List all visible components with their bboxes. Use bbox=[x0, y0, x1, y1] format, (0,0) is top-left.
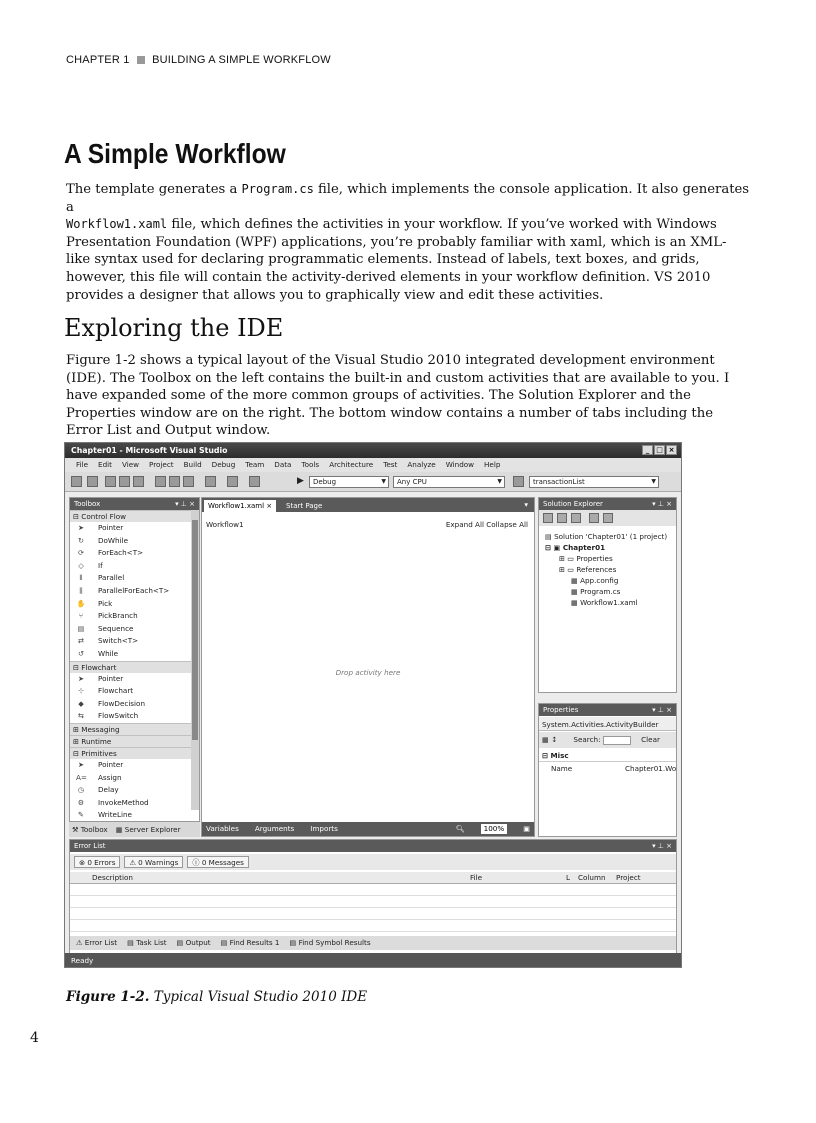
references-node[interactable]: ⊞ ▭ References bbox=[559, 565, 617, 574]
toolbox-item-label: PickBranch bbox=[98, 611, 138, 621]
toolbox-group[interactable]: ⊟ Primitives bbox=[70, 747, 199, 759]
toolbox-item[interactable] bbox=[70, 797, 199, 810]
activity-icon: ⟳ bbox=[77, 548, 85, 558]
find-combo[interactable]: transactionList ▼ bbox=[529, 476, 659, 488]
minimize-icon[interactable]: _ bbox=[642, 445, 653, 455]
activity-icon: ➤ bbox=[77, 673, 85, 683]
properties-header: Properties ▾ ⊥ × bbox=[539, 704, 676, 716]
search-input[interactable] bbox=[603, 736, 631, 745]
toolbox-item-label: FlowSwitch bbox=[98, 711, 139, 721]
activity-icon: ➤ bbox=[77, 759, 85, 769]
menu-item[interactable]: Test bbox=[383, 460, 398, 469]
col-column[interactable]: Column bbox=[578, 873, 606, 882]
paragraph-ide: Figure 1-2 shows a typical layout of the Visual Studio 2010 integrated development environment (IDE). The Toolbox on the left contains the built-in and custom activities that are available to you. I have expanded some of the more common groups of activities. The Solution Explorer and the Properties window are on the right. The bottom window contains a number of tabs including the Error List and Output window. bbox=[66, 353, 730, 439]
error-list-columns bbox=[70, 872, 676, 884]
menu-item[interactable]: Window bbox=[445, 460, 475, 469]
menu-item[interactable]: Data bbox=[274, 460, 292, 469]
toolbox-item-label: Delay bbox=[98, 785, 119, 795]
toolbox-header: Toolbox ▾ ⊥ × bbox=[70, 498, 199, 510]
toolbox-item-label: Parallel bbox=[98, 573, 125, 583]
toolbox-scrollbar[interactable] bbox=[191, 510, 199, 810]
name-property-label: Name bbox=[551, 764, 573, 773]
toolbox-item-label: Pointer bbox=[98, 523, 124, 532]
show-all-files-icon[interactable] bbox=[557, 513, 567, 523]
close-icon[interactable]: × bbox=[666, 445, 677, 455]
toolbox-group[interactable]: ⊞ Runtime bbox=[70, 735, 199, 747]
find-icon[interactable] bbox=[513, 476, 524, 487]
figure-caption bbox=[66, 989, 367, 1005]
activity-icon: ✋ bbox=[76, 598, 86, 608]
toolbox-item[interactable] bbox=[70, 673, 199, 686]
activity-icon: ✎ bbox=[77, 810, 85, 820]
tab-find-symbol-results[interactable]: ▤ Find Symbol Results bbox=[289, 938, 371, 947]
bottom-tabs bbox=[70, 936, 676, 950]
workflow-designer bbox=[201, 497, 535, 837]
menu-item[interactable]: File bbox=[76, 460, 89, 469]
refresh-icon[interactable] bbox=[571, 513, 581, 523]
section-title: A Simple Workflow bbox=[64, 138, 286, 169]
toolbox-item-label: Pointer bbox=[98, 759, 124, 769]
toolbox-group[interactable]: ⊞ Messaging bbox=[70, 723, 199, 735]
errors-filter[interactable]: ⊗ 0 Errors bbox=[74, 856, 120, 868]
toolbox-item[interactable] bbox=[70, 535, 199, 548]
expand-all-link[interactable]: Expand All bbox=[445, 520, 484, 529]
open-icon[interactable] bbox=[105, 476, 116, 487]
solution-explorer bbox=[538, 497, 677, 693]
paste-icon[interactable] bbox=[183, 476, 194, 487]
activity-icon: ⚙ bbox=[77, 797, 85, 807]
tab-error-list[interactable]: ⚠ Error List bbox=[76, 938, 118, 947]
section-label: BUILDING A SIMPLE WORKFLOW bbox=[152, 54, 331, 66]
activity-icon: ◷ bbox=[77, 785, 85, 795]
tab-output[interactable]: ▤ Output bbox=[176, 938, 211, 947]
properties-icon[interactable] bbox=[543, 513, 553, 523]
activity-icon: ⫼ bbox=[79, 585, 83, 595]
window-titlebar bbox=[65, 443, 681, 458]
activity-icon: ⑂ bbox=[78, 611, 84, 621]
properties-node[interactable]: ⊞ ▭ Properties bbox=[559, 554, 613, 563]
activity-icon: A= bbox=[76, 772, 87, 782]
toolbox-list bbox=[70, 510, 199, 822]
toolbox-item[interactable] bbox=[70, 759, 199, 772]
platform-select[interactable]: Any CPU ▼ bbox=[393, 476, 505, 488]
activity-icon: ⇄ bbox=[77, 636, 85, 646]
tab-find-results[interactable]: ▤ Find Results 1 bbox=[220, 938, 280, 947]
warnings-filter[interactable]: ⚠ 0 Warnings bbox=[124, 856, 183, 868]
toolbox-item-label: ForEach<T> bbox=[98, 548, 144, 558]
menu-item[interactable]: Team bbox=[245, 460, 265, 469]
zoom-icon[interactable]: 🔍︎ bbox=[455, 824, 465, 833]
subsection-title: Exploring the IDE bbox=[64, 314, 284, 342]
drop-activity-hint[interactable]: Drop activity here bbox=[335, 668, 401, 677]
toolbox-item[interactable] bbox=[70, 560, 199, 573]
toolbox-item[interactable] bbox=[70, 623, 199, 636]
tab-task-list[interactable]: ▤ Task List bbox=[127, 938, 167, 947]
toolbox-item-label: ParallelForEach<T> bbox=[98, 585, 170, 595]
view-code-icon[interactable] bbox=[589, 513, 599, 523]
config-select[interactable]: Debug ▼ bbox=[309, 476, 389, 488]
add-item-icon[interactable] bbox=[87, 476, 98, 487]
maximize-icon[interactable]: □ bbox=[654, 445, 665, 455]
view-designer-icon[interactable] bbox=[603, 513, 613, 523]
navigate-icon[interactable] bbox=[249, 476, 260, 487]
app-config-node[interactable]: ▦ App.config bbox=[571, 576, 619, 585]
breadcrumb[interactable]: Workflow1 bbox=[206, 520, 244, 529]
running-header bbox=[66, 54, 331, 66]
menu-item[interactable]: Analyze bbox=[407, 460, 436, 469]
tab-server-explorer[interactable]: ▦ Server Explorer bbox=[115, 825, 181, 834]
activity-icon: ⊹ bbox=[77, 686, 85, 696]
toolbox-item[interactable] bbox=[70, 772, 199, 785]
redo-icon[interactable] bbox=[227, 476, 238, 487]
fit-to-screen-icon[interactable]: ▣ bbox=[523, 824, 530, 833]
toolbox-item-label: While bbox=[98, 648, 119, 658]
activity-icon: ◇ bbox=[78, 560, 84, 570]
variables-tab[interactable]: Variables bbox=[206, 824, 239, 833]
toolbox-item[interactable] bbox=[70, 585, 199, 598]
toolbox-item-label: Switch<T> bbox=[98, 636, 139, 646]
menu-item[interactable]: Edit bbox=[98, 460, 112, 469]
activity-icon: ⫴ bbox=[79, 573, 83, 583]
col-file[interactable]: File bbox=[470, 873, 483, 882]
toolbox-item-label: InvokeMethod bbox=[98, 797, 149, 807]
start-debug-icon[interactable]: ▶ bbox=[297, 476, 304, 486]
toolbox-item[interactable] bbox=[70, 698, 199, 711]
col-line[interactable]: L bbox=[566, 873, 571, 882]
categorized-icon[interactable]: ▦ bbox=[542, 735, 549, 744]
toolbox-item[interactable] bbox=[70, 572, 199, 585]
paragraph-template: The template generates a Program.cs file, which implements the console application. It also generates a Workflow1.xaml file, which defines the activities in your workflow. If you’ve worked with Windows Presentation Foundation (WPF) applications, you’re probably familiar with xaml, which is an XML-like syntax used for declaring programmatic elements. Instead of labels, text boxes, and grids, however, this file will contain the activity-derived elements in your workflow definition. VS 2010 provides a designer that allows you to graphically view and edit these activities. bbox=[66, 182, 750, 303]
caption-text: Typical Visual Studio 2010 IDE bbox=[149, 989, 368, 1005]
menu-item[interactable]: Tools bbox=[301, 460, 320, 469]
properties-toolbar bbox=[539, 732, 676, 748]
collapse-all-link[interactable]: Collapse All bbox=[486, 520, 528, 529]
arguments-tab[interactable]: Arguments bbox=[254, 824, 295, 833]
copy-icon[interactable] bbox=[169, 476, 180, 487]
toolbox-group[interactable]: ⊟ Flowchart bbox=[70, 661, 199, 673]
activity-icon: ↻ bbox=[77, 535, 85, 545]
activity-icon: ↺ bbox=[77, 648, 85, 658]
properties-object[interactable]: System.Activities.ActivityBuilder bbox=[539, 717, 676, 731]
search-label: Search: bbox=[573, 735, 601, 744]
toolbox-item[interactable] bbox=[70, 522, 199, 535]
toolbox-item-label: Sequence bbox=[98, 623, 134, 633]
toolbox-item[interactable] bbox=[70, 809, 199, 822]
toolbox-item-label: Pointer bbox=[98, 673, 124, 683]
error-list-rows bbox=[70, 884, 676, 932]
activity-icon: ⇆ bbox=[77, 711, 85, 721]
tab-dropdown-icon[interactable]: ▾ bbox=[524, 500, 528, 509]
menu-item[interactable]: View bbox=[121, 460, 140, 469]
tab-start-page[interactable]: Start Page bbox=[286, 502, 323, 510]
solution-toolbar bbox=[539, 510, 676, 526]
sort-az-icon[interactable]: ↕ bbox=[551, 735, 558, 744]
col-description[interactable]: Description bbox=[92, 873, 133, 882]
toolbox-item-label: If bbox=[98, 560, 103, 570]
messages-filter[interactable]: ⓘ 0 Messages bbox=[187, 856, 249, 868]
toolbox-panel bbox=[69, 497, 200, 837]
clear-button[interactable]: Clear bbox=[641, 735, 660, 744]
col-project[interactable]: Project bbox=[616, 873, 641, 882]
menu-item[interactable]: Architecture bbox=[329, 460, 374, 469]
toolbox-item[interactable] bbox=[70, 547, 199, 560]
chapter-label: CHAPTER 1 bbox=[66, 54, 130, 66]
toolbox-item-label: Assign bbox=[98, 772, 122, 782]
pin-icon[interactable]: ▾ ⊥ × bbox=[175, 500, 195, 508]
toolbox-item[interactable] bbox=[70, 710, 199, 723]
undo-icon[interactable] bbox=[205, 476, 216, 487]
toolbox-item[interactable] bbox=[70, 648, 199, 661]
separator-square-icon bbox=[137, 56, 145, 64]
save-all-icon[interactable] bbox=[133, 476, 144, 487]
new-project-icon[interactable] bbox=[71, 476, 82, 487]
toolbox-group[interactable]: ⊟ Control Flow bbox=[70, 510, 199, 522]
toolbox-item-label: FlowDecision bbox=[98, 698, 146, 708]
toolbox-item[interactable] bbox=[70, 784, 199, 797]
menu-bar bbox=[65, 458, 681, 472]
toolbar bbox=[65, 472, 681, 492]
window-title: Chapter01 - Microsoft Visual Studio bbox=[71, 446, 228, 455]
toolbox-item[interactable] bbox=[70, 635, 199, 648]
solution-explorer-header: Solution Explorer ▾ ⊥ × bbox=[539, 498, 676, 510]
save-icon[interactable] bbox=[119, 476, 130, 487]
toolbox-item-label: WriteLine bbox=[98, 810, 132, 820]
error-list-panel bbox=[69, 839, 677, 963]
project-node[interactable]: ⊟ ▣ Chapter01 bbox=[545, 543, 606, 552]
status-bar: Ready bbox=[65, 953, 681, 967]
toolbox-item-label: Flowchart bbox=[98, 686, 134, 696]
tab-toolbox[interactable]: ⚒ Toolbox bbox=[72, 825, 108, 834]
menu-item[interactable]: Build bbox=[183, 460, 202, 469]
toolbox-item[interactable] bbox=[70, 610, 199, 623]
toolbox-item-label: Pick bbox=[98, 598, 113, 608]
imports-tab[interactable]: Imports bbox=[310, 824, 338, 833]
toolbox-item-label: DoWhile bbox=[98, 535, 129, 545]
activity-icon: ➤ bbox=[77, 523, 85, 532]
cut-icon[interactable] bbox=[155, 476, 166, 487]
properties-panel bbox=[538, 703, 677, 837]
tab-workflow1-xaml[interactable]: Workflow1.xaml × bbox=[204, 500, 276, 512]
name-property-value[interactable]: Chapter01.Wo bbox=[625, 764, 677, 773]
program-cs-node[interactable]: ▦ Program.cs bbox=[571, 587, 621, 596]
page-number: 4 bbox=[30, 1030, 39, 1046]
solution-node[interactable]: ▤ Solution 'Chapter01' (1 project) bbox=[545, 532, 668, 541]
caption-label: Figure 1-2. bbox=[66, 989, 150, 1005]
toolbox-tabs bbox=[69, 821, 200, 837]
ide-screenshot-figure bbox=[64, 442, 682, 968]
zoom-level[interactable]: 100% bbox=[481, 824, 508, 834]
activity-icon: ◆ bbox=[78, 698, 84, 708]
misc-category[interactable]: ⊟ Misc bbox=[539, 750, 676, 762]
menu-item[interactable]: Project bbox=[149, 460, 174, 469]
menu-item[interactable]: Help bbox=[484, 460, 501, 469]
designer-bottom-bar bbox=[202, 822, 534, 836]
workflow1-xaml-node[interactable]: ▦ Workflow1.xaml bbox=[571, 598, 638, 607]
error-list-header: Error List ▾ ⊥ × bbox=[70, 840, 676, 852]
toolbox-item[interactable] bbox=[70, 598, 199, 611]
activity-icon: ▤ bbox=[77, 623, 85, 633]
expand-collapse bbox=[446, 520, 528, 529]
menu-item[interactable]: Debug bbox=[211, 460, 236, 469]
toolbox-item[interactable] bbox=[70, 685, 199, 698]
